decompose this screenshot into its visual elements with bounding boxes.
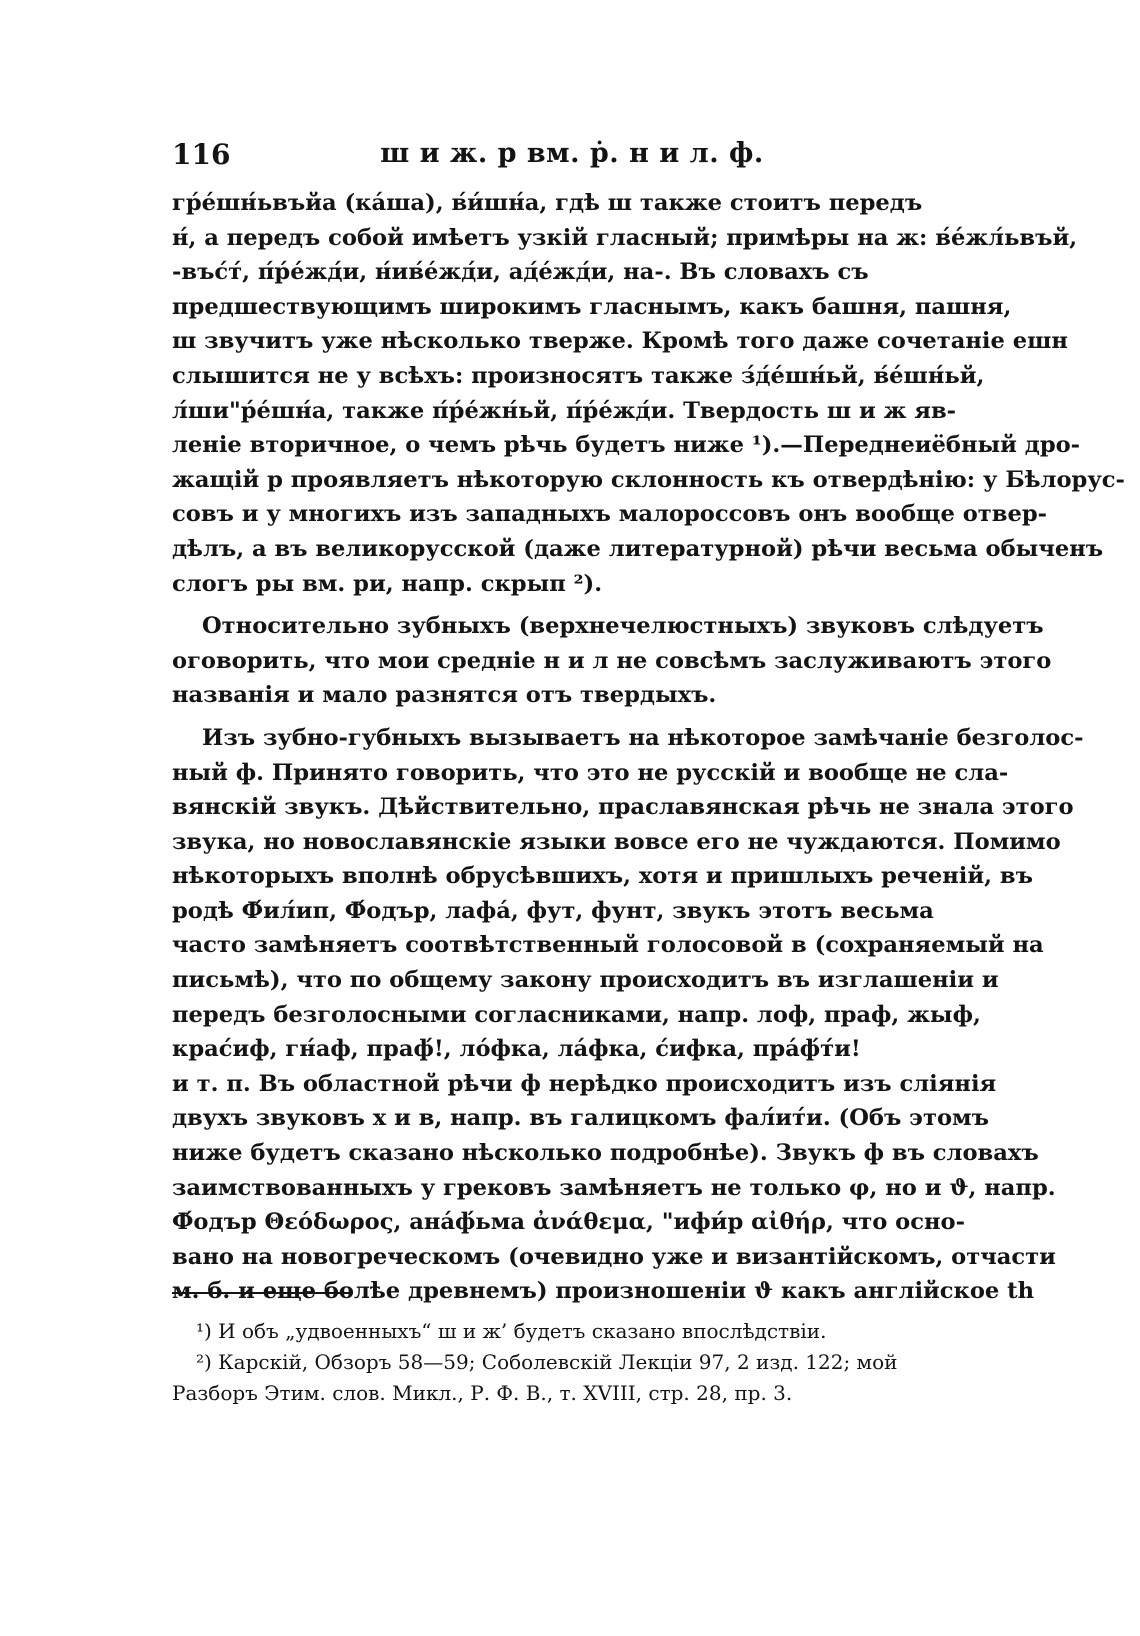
text-line: совъ и у многихъ изъ западныхъ малороссовъ онъ вообще отвер- xyxy=(172,501,1048,528)
text-line: крас́иф, гн́аф, праф́!, ло́фка, ла́фка, с́ифка, пра́ф́т́и! xyxy=(172,1036,861,1063)
text-line: звука, но новославянскіе языки вовсе его не чуждаются. Помимо xyxy=(172,828,1061,855)
footnote-1 xyxy=(172,1316,972,1347)
main-text xyxy=(172,186,1125,1309)
paragraph xyxy=(172,609,1052,713)
page-header xyxy=(172,138,972,178)
text-line: передъ безголосными согласниками, напр. лоф, праф, жыф, xyxy=(172,1001,981,1028)
text-line: письмѣ), что по общему закону происходитъ въ изглашеніи и xyxy=(172,967,999,994)
text-line: ный ф. Принято говорить, что это не русскій и вообще не сла- xyxy=(172,759,1009,786)
text-line: заимствованныхъ у грековъ замѣняетъ не только φ, но и ϑ, напр. xyxy=(172,1174,1056,1201)
text-line: двухъ звуковъ х и в, напр. въ галицкомъ фал́ит́и. (Объ этомъ xyxy=(172,1105,989,1132)
text-line: оговорить, что мои средніе н и л не совсѣмъ заслуживаютъ этого xyxy=(172,647,1052,674)
text-line: часто замѣняетъ соотвѣтственный голосовой в (сохраняемый на xyxy=(172,932,1044,959)
footnote-line: ¹) И объ „удвоенныхъ“ ш и ж’ будетъ сказано впослѣдствіи. xyxy=(196,1319,827,1343)
text-line: леніе вторичное, о чемъ рѣчь будетъ ниже ¹).—Переднеиёбный дро- xyxy=(172,432,1081,459)
text-line: родѣ Ф́ил́ип, Ф́одър, лафа́, фут, фунт, звукъ этотъ весьма xyxy=(172,897,934,924)
text-line: дѣлъ, а въ великорусской (даже литературной) рѣчи весьма обыченъ xyxy=(172,535,1104,562)
paragraph xyxy=(172,186,1125,601)
footnote-line: Разборъ Этим. слов. Микл., Р. Ф. В., т. XVIII, стр. 28, пр. 3. xyxy=(172,1381,793,1405)
text-line: Изъ зубно-губныхъ вызываетъ на нѣкоторое замѣчаніе безголос- xyxy=(202,724,1084,751)
footnote-2 xyxy=(172,1347,972,1409)
text-line: Относительно зубныхъ (верхнечелюстныхъ) звуковъ слѣдуетъ xyxy=(202,613,1044,640)
text-line: гр́е́шн́ьвъйа (ка́ша), в́и́шн́а, гдѣ ш также стоитъ передъ xyxy=(172,190,923,216)
text-line: -въс́т́, п́р́е́жд́и, н́ив́е́жд́и, ад́е́жд́и, на-. Въ словахъ съ xyxy=(172,259,869,286)
text-line: и т. п. Въ областной рѣчи ф нерѣдко происходитъ изъ сліянія xyxy=(172,1070,997,1097)
footnote-line: ²) Карскій, Обзоръ 58—59; Соболевскій Лекціи 97, 2 изд. 122; мой xyxy=(196,1350,898,1374)
text-line: ш звучитъ уже нѣсколько тверже. Кромѣ того даже сочетаніе ешн xyxy=(172,328,1068,355)
text-line: м. б. и еще болѣе древнемъ) произношеніи ϑ какъ англійское th xyxy=(172,1278,1035,1305)
footnote-divider xyxy=(172,1292,350,1294)
running-title: ш и ж. р вм. ṗ. н и л. ф. xyxy=(380,138,764,169)
text-line: н́, а передъ собой имѣетъ узкій гласный; примѣры на ж: в́е́жл́ьвъй, xyxy=(172,224,1078,251)
text-line: Ф́одър Θεόδωρος, ана́ф́ьма ἀνάθεμα, "ифи́р αἰθήρ, что осно- xyxy=(172,1209,965,1236)
text-line: предшествующимъ широкимъ гласнымъ, какъ башня, пашня, xyxy=(172,293,1012,320)
text-line: вано на новогреческомъ (очевидно уже и византійскомъ, отчасти xyxy=(172,1243,1056,1270)
text-line: жащій р проявляетъ нѣкоторую склонность къ отвердѣнію: у Бѣлорус- xyxy=(172,466,1125,493)
text-line: л́ши"р́е́шн́а, также п́р́е́жн́ьй, п́р́е́жд́и. Твердость ш и ж яв- xyxy=(172,397,957,424)
text-line: нѣкоторыхъ вполнѣ обрусѣвшихъ, хотя и пришлыхъ реченій, въ xyxy=(172,863,1033,890)
text-line: ниже будетъ сказано нѣсколько подробнѣе). Звукъ ф въ словахъ xyxy=(172,1140,1039,1167)
text-line: слышится не у всѣхъ: произносятъ также з́д́е́шн́ьй, в́е́шн́ьй, xyxy=(172,362,985,389)
paragraph xyxy=(172,721,1084,1309)
text-line: вянскій звукъ. Дѣйствительно, праславянская рѣчь не знала этого xyxy=(172,794,1074,821)
page-number: 116 xyxy=(172,138,231,171)
text-line: названія и мало разнятся отъ твердыхъ. xyxy=(172,682,717,709)
text-line: слогъ ры вм. ри, напр. скрып ²). xyxy=(172,570,603,597)
footnotes xyxy=(172,1316,972,1409)
